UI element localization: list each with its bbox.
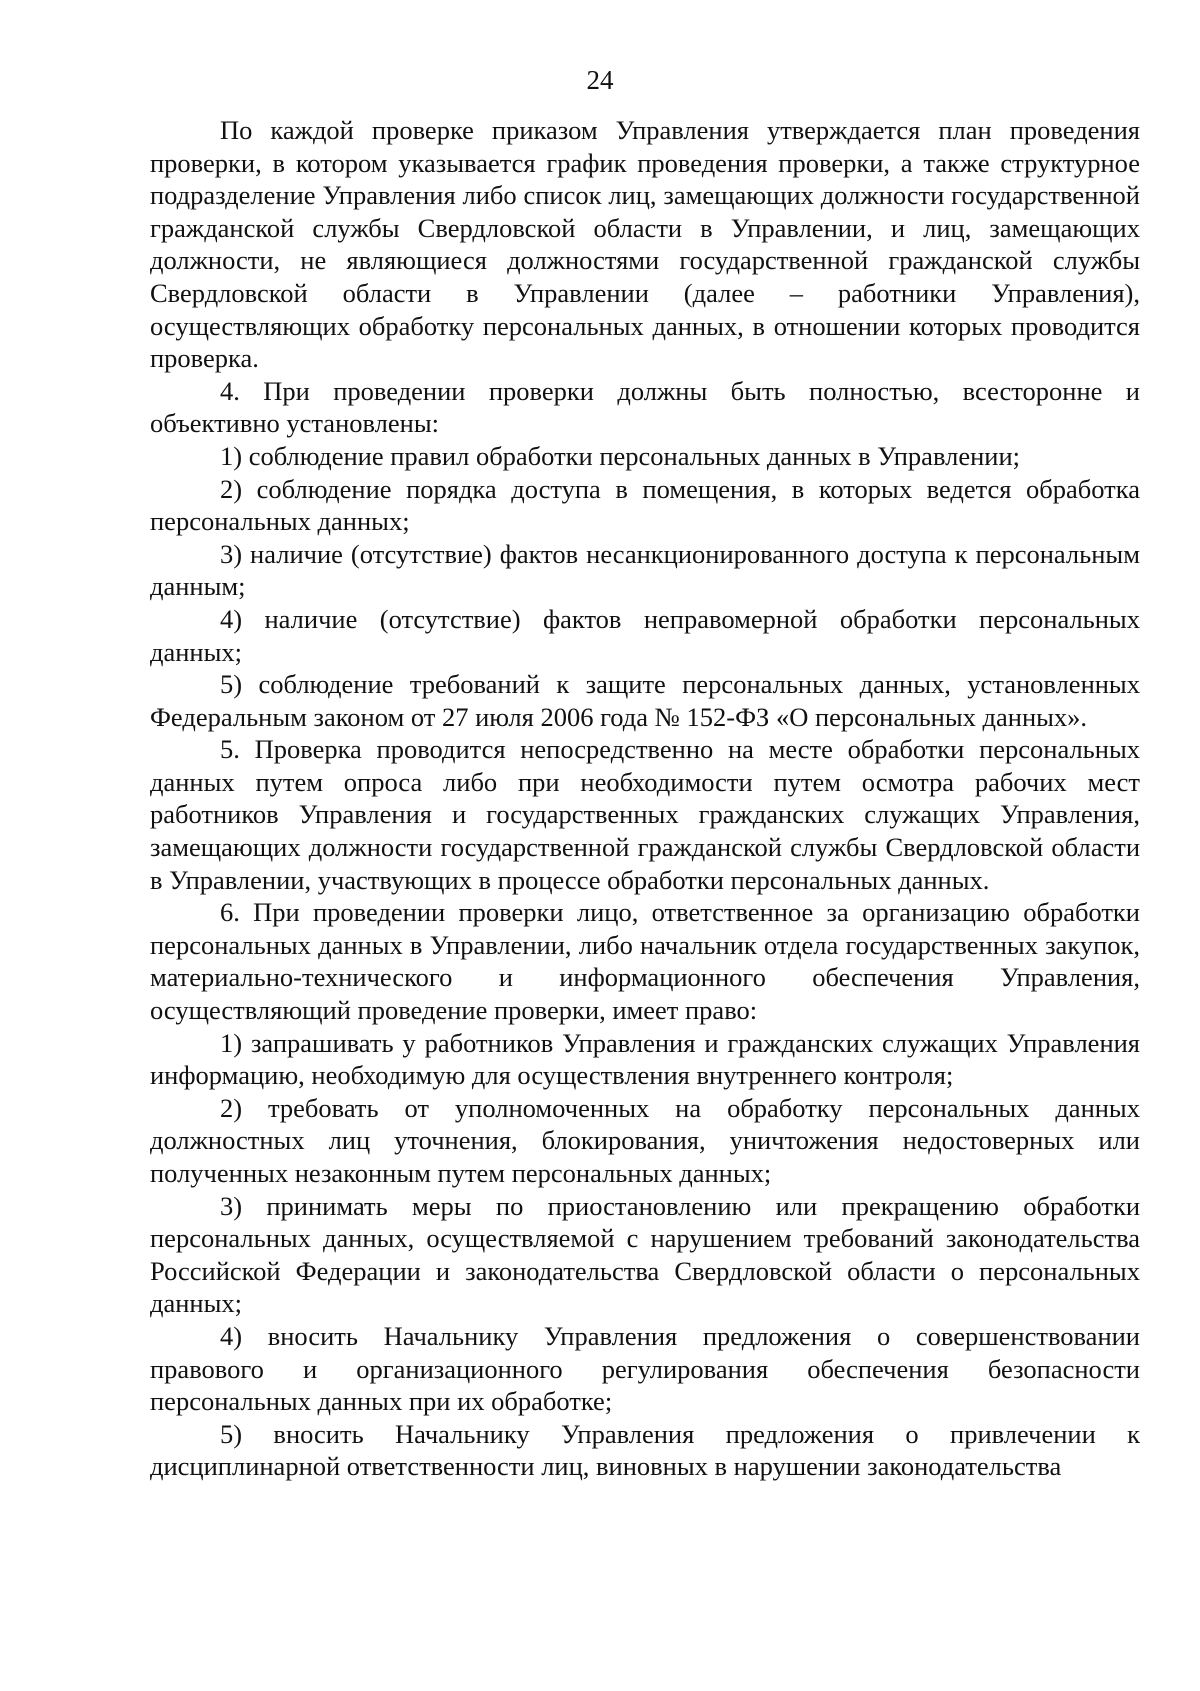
- paragraph-item-6-3: 3) принимать меры по приостановлению или прекращению обработки персональных данных, осуществляемой с нарушением требований законодательства Российской Федерации и законодательства Свердловской области о персональных данных;: [150, 1190, 1140, 1319]
- paragraph-item-6-1: 1) запрашивать у работников Управления и гражданских служащих Управления информацию, необходимую для осуществления внутреннего контроля;: [150, 1027, 1140, 1091]
- paragraph-check-plan: По каждой проверке приказом Управления утверждается план проведения проверки, в котором указывается график проведения проверки, а также структурное подразделение Управления либо список лиц, замещающих должности государственной гражданской службы Свердловской области в Управлении, и лиц, замещающих должности, не являющиеся должностями государственной гражданской службы Свердловской области в Управлении (далее – работники Управления), осуществляющих обработку персональных данных, в отношении которых проводится проверка.: [150, 115, 1140, 374]
- paragraph-item-4-5: 5) соблюдение требований к защите персональных данных, установленных Федеральным законом от 27 июля 2006 года № 152-ФЗ «О персональных данных».: [150, 669, 1140, 732]
- page-number: 24: [586, 65, 614, 95]
- paragraph-item-4-3: 3) наличие (отсутствие) фактов несанкционированного доступа к персональным данным;: [150, 538, 1140, 602]
- paragraph-item-6: 6. При проведении проверки лицо, ответственное за организацию обработки персональных данных в Управлении, либо начальник отдела государственных закупок, материально-технического и информационного обеспечения Управления, осуществляющий проведение проверки, имеет право:: [150, 897, 1140, 1026]
- paragraph-item-6-5: 5) вносить Начальнику Управления предложения о привлечении к дисциплинарной ответственности лиц, виновных в нарушении законодательства: [150, 1418, 1140, 1482]
- paragraph-item-4-1: 1) соблюдение правил обработки персональных данных в Управлении;: [220, 440, 1020, 471]
- paragraph-item-4: 4. При проведении проверки должны быть полностью, всесторонне и объективно установлены:: [150, 375, 1140, 439]
- paragraph-item-5: 5. Проверка проводится непосредственно на месте обработки персональных данных путем опроса либо при необходимости путем осмотра рабочих мест работников Управления и государственных гражданских служащих Управления, замещающих должности государственной гражданской службы Свердловской области в Управлении, участвующих в процессе обработки персональных данных.: [150, 734, 1140, 895]
- paragraph-item-6-2: 2) требовать от уполномоченных на обработку персональных данных должностных лиц уточнения, блокирования, уничтожения недостоверных или полученных незаконным путем персональных данных;: [150, 1092, 1140, 1188]
- document-body: [150, 114, 1140, 1483]
- paragraph-item-6-4: 4) вносить Начальнику Управления предложения о совершенствовании правового и организационного регулирования обеспечения безопасности персональных данных при их обработке;: [150, 1320, 1140, 1417]
- paragraph-item-4-2: 2) соблюдение порядка доступа в помещения, в которых ведется обработка персональных данных;: [150, 473, 1140, 537]
- paragraph-item-4-4: 4) наличие (отсутствие) фактов неправомерной обработки персональных данных;: [150, 603, 1140, 667]
